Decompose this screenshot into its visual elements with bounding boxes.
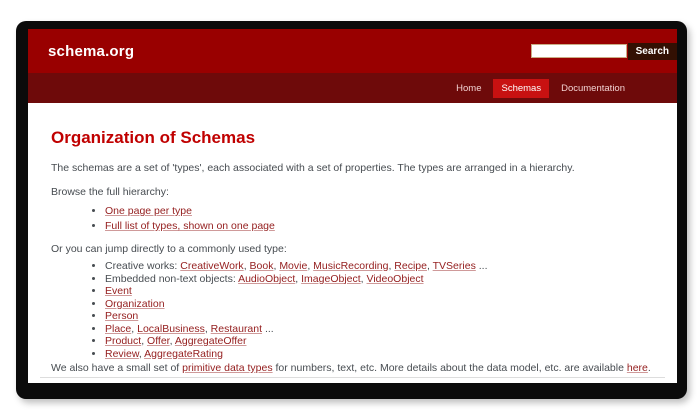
type-link[interactable]: Place bbox=[105, 322, 132, 335]
list-item: • Review, AggregateRating bbox=[105, 348, 657, 361]
list-item bbox=[105, 219, 657, 234]
footer-note bbox=[51, 362, 657, 374]
list-item: • Place, LocalBusiness, Restaurant ... bbox=[105, 323, 657, 336]
type-link[interactable]: Book bbox=[249, 260, 274, 272]
type-link[interactable]: AggregateRating bbox=[144, 347, 223, 360]
list-item bbox=[105, 285, 657, 298]
type-link[interactable]: ImageObject bbox=[301, 272, 361, 285]
search-button[interactable]: Search bbox=[628, 43, 677, 60]
type-link[interactable]: VideoObject bbox=[366, 272, 424, 285]
list-item: • Product, Offer, AggregateOffer bbox=[105, 335, 657, 348]
type-link[interactable]: MusicRecording bbox=[313, 260, 389, 272]
type-link[interactable]: LocalBusiness bbox=[137, 322, 205, 335]
type-link[interactable]: Person bbox=[105, 310, 139, 322]
page-title: Organization of Schemas bbox=[51, 128, 256, 147]
type-link[interactable]: Restaurant bbox=[210, 322, 263, 335]
browse-link[interactable]: Full list of types, shown on one page bbox=[105, 220, 275, 232]
browser-frame bbox=[16, 21, 687, 399]
footer-text: We also have a small set of bbox=[51, 362, 183, 374]
primitive-data-types-link[interactable]: primitive data types bbox=[182, 362, 273, 374]
type-link[interactable]: AudioObject bbox=[238, 272, 296, 285]
site-header bbox=[28, 29, 677, 73]
nav-item-documentation[interactable]: Documentation bbox=[561, 82, 625, 94]
browse-list bbox=[51, 204, 657, 234]
type-link[interactable]: Product bbox=[105, 335, 142, 347]
here-link[interactable]: here bbox=[626, 362, 648, 374]
type-link[interactable]: Event bbox=[105, 285, 132, 297]
list-item: • Creative works: CreativeWork, Book, Movie, MusicRecording, Recipe, TVSeries ... bbox=[105, 260, 657, 273]
type-link[interactable]: Movie bbox=[279, 260, 308, 272]
type-link[interactable]: Recipe bbox=[394, 260, 427, 272]
nav bbox=[28, 73, 677, 103]
type-link[interactable]: Offer bbox=[147, 335, 170, 347]
type-link[interactable]: Review bbox=[105, 347, 139, 360]
browse-label: Browse the full hierarchy: bbox=[51, 186, 169, 198]
search-area bbox=[531, 43, 677, 60]
type-link[interactable]: CreativeWork bbox=[180, 260, 244, 272]
type-link[interactable]: Organization bbox=[105, 297, 165, 310]
types-list bbox=[51, 260, 657, 360]
browse-link[interactable]: One page per type bbox=[105, 205, 192, 217]
list-item: • Embedded non-text objects: AudioObject, ImageObject, VideoObject bbox=[105, 273, 657, 286]
jump-label: Or you can jump directly to a commonly used type: bbox=[51, 243, 287, 255]
search-input[interactable] bbox=[531, 44, 627, 58]
list-item bbox=[105, 310, 657, 323]
list-item bbox=[105, 204, 657, 219]
main-content bbox=[28, 103, 677, 378]
nav-item-schemas[interactable]: Schemas bbox=[493, 79, 549, 98]
footer-text: . bbox=[647, 362, 651, 374]
nav-item-home[interactable]: Home bbox=[456, 82, 482, 94]
footer-divider bbox=[40, 377, 665, 378]
intro-text: The schemas are a set of 'types', each associated with a set of properties. The types are arranged in a hierarchy. bbox=[51, 162, 575, 174]
type-link[interactable]: AggregateOffer bbox=[174, 335, 247, 347]
type-link[interactable]: TVSeries bbox=[432, 260, 476, 272]
list-item bbox=[105, 298, 657, 311]
footer-text: for numbers, text, etc. More details about the data model, etc. are available bbox=[272, 362, 627, 374]
site-logo[interactable]: schema.org bbox=[48, 42, 135, 60]
